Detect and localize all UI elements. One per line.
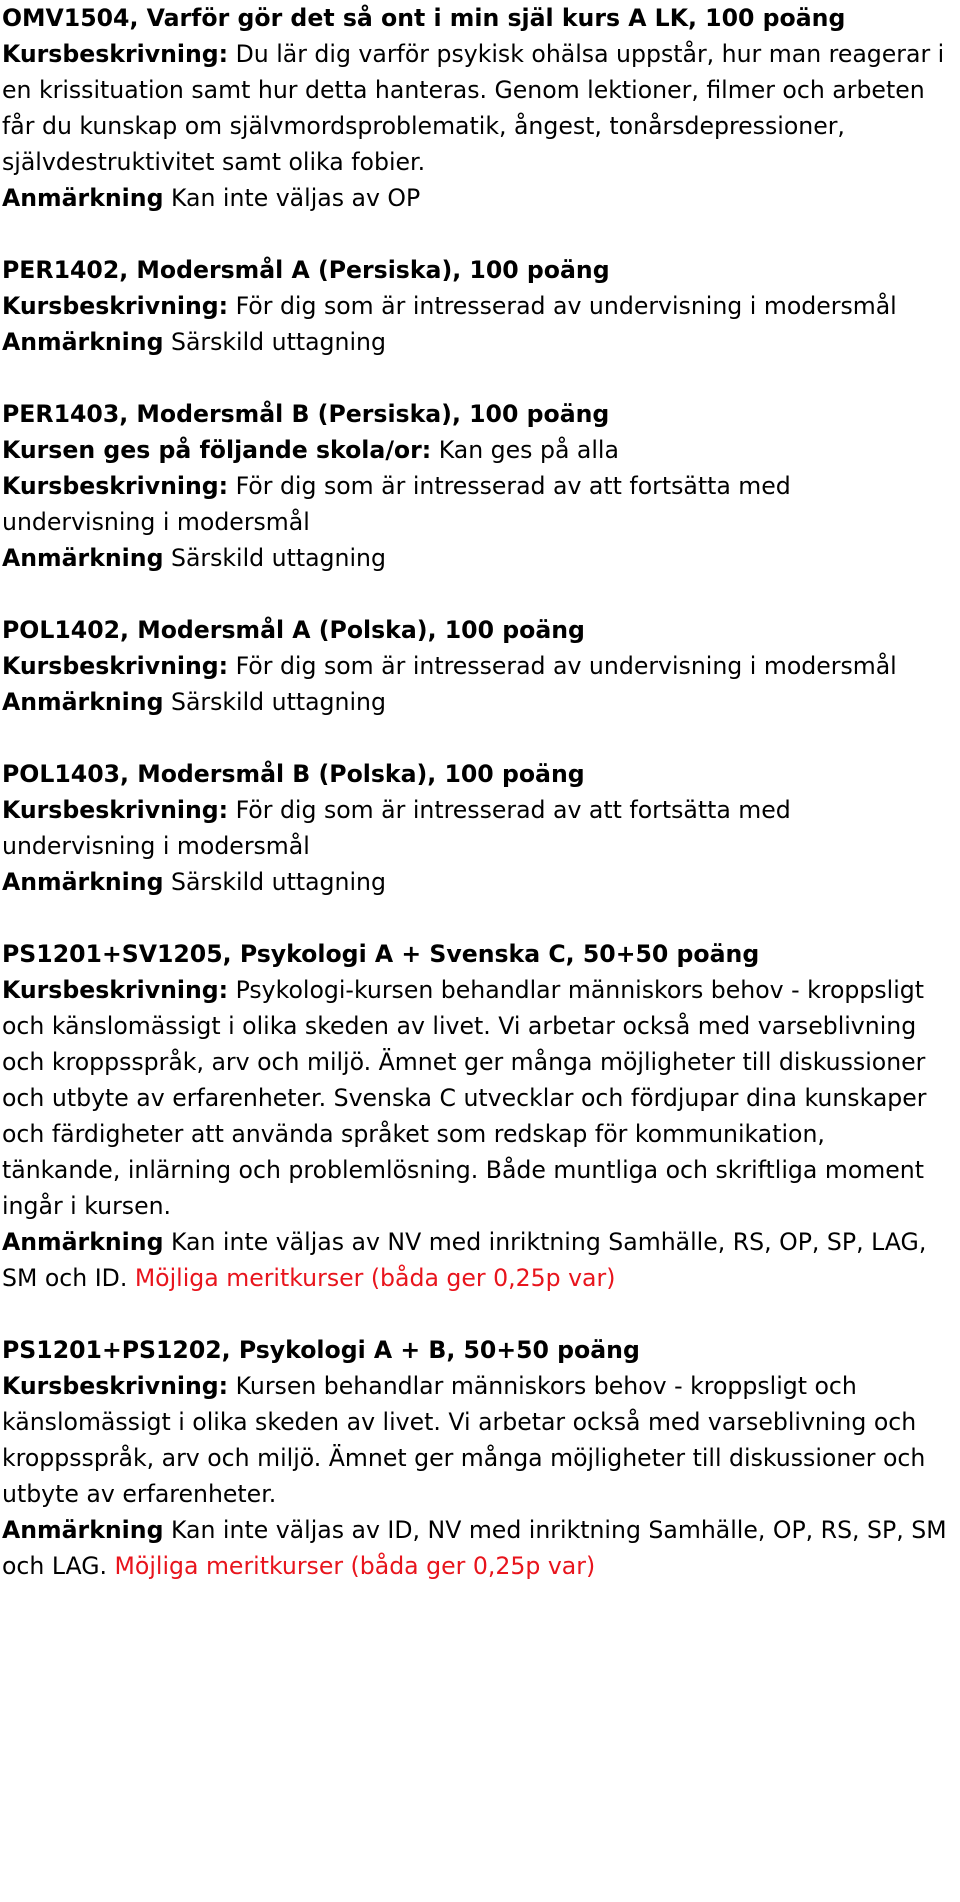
course-note [2,180,950,216]
note-label: Anmärkning [2,328,164,356]
note-text: Särskild uttagning [170,328,386,356]
note-label: Anmärkning [2,1228,164,1256]
course-note [2,1224,950,1296]
note-text: Kan inte väljas av OP [170,184,421,212]
course-entry [2,1332,950,1584]
course-note [2,864,950,900]
note-label: Anmärkning [2,544,164,572]
course-entry [2,396,950,576]
description-label: Kursbeskrivning: [2,1372,229,1400]
note-label: Anmärkning [2,868,164,896]
course-entry [2,612,950,720]
merit-note: Möjliga meritkurser (båda ger 0,25p var) [127,1264,616,1292]
course-title: OMV1504, Varför gör det så ont i min själ kurs A LK, 100 poäng [2,4,846,32]
course-description [2,468,950,540]
course-description [2,1368,950,1512]
description-text: För dig som är intresserad av att fortsätta med undervisning i modersmål [2,472,791,536]
course-entry [2,936,950,1296]
note-label: Anmärkning [2,688,164,716]
course-description [2,36,950,180]
description-text: För dig som är intresserad av att fortsätta med undervisning i modersmål [2,796,791,860]
course-school [2,432,950,468]
note-label: Anmärkning [2,184,164,212]
course-description [2,648,950,684]
description-label: Kursbeskrivning: [2,292,229,320]
course-note [2,324,950,360]
description-text: För dig som är intresserad av undervisning i modersmål [235,652,897,680]
description-label: Kursbeskrivning: [2,652,229,680]
merit-note: Möjliga meritkurser (båda ger 0,25p var) [107,1552,596,1580]
description-label: Kursbeskrivning: [2,472,229,500]
course-entry [2,0,950,216]
note-text: Särskild uttagning [170,688,386,716]
description-text: För dig som är intresserad av undervisning i modersmål [235,292,897,320]
note-label: Anmärkning [2,1516,164,1544]
course-title: POL1403, Modersmål B (Polska), 100 poäng [2,760,585,788]
note-text: Särskild uttagning [170,544,386,572]
course-description [2,972,950,1224]
course-description [2,288,950,324]
course-description [2,792,950,864]
course-title: PS1201+SV1205, Psykologi A + Svenska C, 50+50 poäng [2,940,760,968]
description-text: Du lär dig varför psykisk ohälsa uppstår, hur man reagerar i en krissituation samt hur detta hanteras. Genom lektioner, filmer och arbeten får du kunskap om självmordsproblematik, ångest, tonårsdepressioner, självdestruktivitet samt olika fobier. [2,40,945,176]
description-label: Kursbeskrivning: [2,796,229,824]
note-text: Kan inte väljas av NV med inriktning Samhälle, RS, OP, SP, LAG, SM och ID. [2,1228,927,1292]
course-title: PS1201+PS1202, Psykologi A + B, 50+50 poäng [2,1336,640,1364]
course-note [2,1512,950,1584]
note-text: Särskild uttagning [170,868,386,896]
school-text: Kan ges på alla [438,436,619,464]
description-label: Kursbeskrivning: [2,40,229,68]
course-entry [2,756,950,900]
description-label: Kursbeskrivning: [2,976,229,1004]
course-note [2,540,950,576]
note-text: Kan inte väljas av ID, NV med inriktning Samhälle, OP, RS, SP, SM och LAG. [2,1516,947,1580]
course-note [2,684,950,720]
course-title: POL1402, Modersmål A (Polska), 100 poäng [2,616,585,644]
school-label: Kursen ges på följande skola/or: [2,436,432,464]
description-text: Kursen behandlar människors behov - kroppsligt och känslomässigt i olika skeden av livet. Vi arbetar också med varseblivning och kroppsspråk, arv och miljö. Ämnet ger många möjligheter till diskussioner och utbyte av erfarenheter. [2,1372,926,1508]
course-entry [2,252,950,360]
course-title: PER1403, Modersmål B (Persiska), 100 poäng [2,400,610,428]
course-title: PER1402, Modersmål A (Persiska), 100 poäng [2,256,610,284]
description-text: Psykologi-kursen behandlar människors behov - kroppsligt och känslomässigt i olika skeden av livet. Vi arbetar också med varseblivning och kroppsspråk, arv och miljö. Ämnet ger många möjligheter till diskussioner och utbyte av erfarenheter. Svenska C utvecklar och fördjupar dina kunskaper och färdigheter att använda språket som redskap för kommunikation, tänkande, inlärning och problemlösning. Både muntliga och skriftliga moment ingår i kursen. [2,976,927,1220]
